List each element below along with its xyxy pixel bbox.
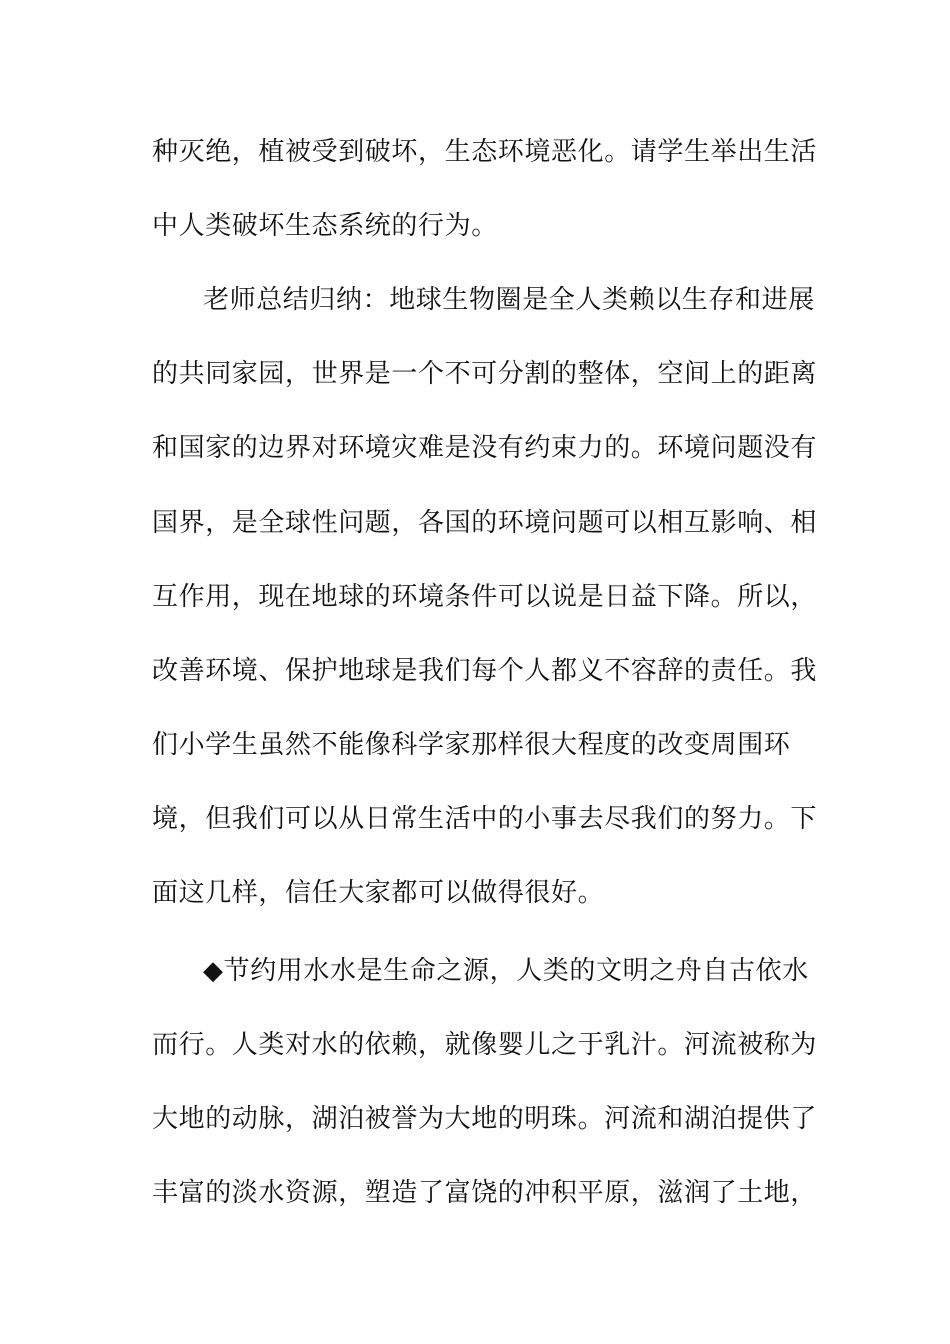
text-line: 们小学生虽然不能像科学家那样很大程度的改变周围环 [152, 730, 791, 760]
bullet-paragraph-line: ◆节约用水水是生命之源，人类的文明之舟自古依水 [203, 956, 809, 986]
text-line: 国界，是全球性问题，各国的环境问题可以相互影响、相 [152, 508, 818, 538]
text-line: 境，但我们可以从日常生活中的小事去尽我们的努力。下 [152, 804, 818, 834]
text-line: 种灭绝，植被受到破坏，生态环境恶化。请学生举出生活 [152, 137, 818, 167]
text-line: 大地的动脉，湖泊被誉为大地的明珠。河流和湖泊提供了 [152, 1104, 818, 1134]
text-line: 和国家的边界对环境灾难是没有约束力的。环境问题没有 [152, 433, 818, 463]
text-line: 中人类破坏生态系统的行为。 [152, 211, 498, 241]
paragraph-start-line: 老师总结归纳：地球生物圈是全人类赖以生存和进展 [203, 285, 815, 315]
text-line: 面这几样，信任大家都可以做得很好。 [152, 878, 605, 908]
text-line: 而行。人类对水的依赖，就像婴儿之于乳汁。河流被称为 [152, 1030, 818, 1060]
text-line: 改善环境、保护地球是我们每个人都义不容辞的责任。我 [152, 656, 818, 686]
text-line: 互作用，现在地球的环境条件可以说是日益下降。所以， [152, 582, 818, 612]
text-line: 的共同家园，世界是一个不可分割的整体，空间上的距离 [152, 359, 818, 389]
text-line: 丰富的淡水资源，塑造了富饶的冲积平原，滋润了土地， [152, 1178, 818, 1208]
